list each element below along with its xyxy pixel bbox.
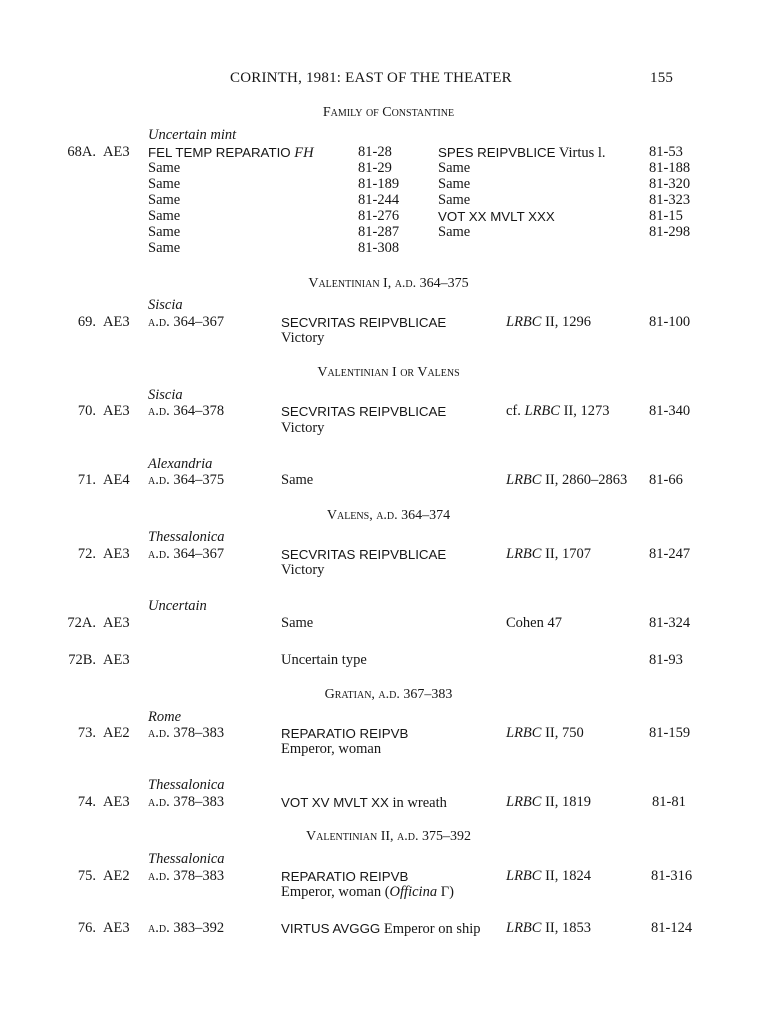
legend-text: REPARATIO REIPVB <box>281 869 409 884</box>
reference <box>506 546 591 563</box>
legend-italic: FH <box>294 145 314 161</box>
date: a.d. 364–378 <box>148 403 225 419</box>
date: a.d. 364–367 <box>148 314 225 330</box>
legend-text: SECVRITAS REIPVBLICAE <box>281 547 447 562</box>
denomination: AE3 <box>103 615 130 631</box>
legend-text: SECVRITAS REIPVBLICAE <box>281 315 447 330</box>
inventory-number: 81-28 <box>358 144 392 160</box>
reference-work: LRBC <box>506 725 542 741</box>
legend-text: REPARATIO REIPVB <box>281 726 409 741</box>
mint: Uncertain <box>148 598 207 614</box>
mint: Rome <box>148 709 182 725</box>
type: Uncertain type <box>281 652 367 668</box>
reference <box>506 868 591 885</box>
type: Same <box>148 240 181 256</box>
reference-number: II, 1273 <box>563 403 610 419</box>
reference-work: LRBC <box>506 920 542 936</box>
legend-text: FEL TEMP REPARATIO <box>148 145 291 160</box>
reference-work: LRBC <box>506 794 542 810</box>
section-heading: Family of Constantine <box>322 105 455 120</box>
reference-work: LRBC <box>506 314 542 330</box>
mint: Alexandria <box>148 456 213 472</box>
type-description: Victory <box>281 330 325 346</box>
mint: Siscia <box>148 297 183 313</box>
catalogue-number: 76. <box>77 920 96 936</box>
mint: Thessalonica <box>148 529 225 545</box>
type: Same <box>148 208 181 224</box>
catalogue-number: 75. <box>77 868 96 884</box>
reference-number: II, 1819 <box>545 794 591 810</box>
reference <box>506 314 591 331</box>
reference-work: LRBC <box>524 403 560 419</box>
inventory-number: 81-320 <box>649 176 691 192</box>
reference-number: II, 1296 <box>545 314 591 330</box>
reference-work: LRBC <box>506 868 542 884</box>
denomination: AE3 <box>103 794 130 810</box>
inventory-number: 81-247 <box>649 546 691 562</box>
mint: Thessalonica <box>148 777 225 793</box>
type: Same <box>281 615 314 631</box>
inventory-number: 81-308 <box>358 240 400 256</box>
inventory-number: 81-189 <box>358 176 400 192</box>
reference-number: II, 1824 <box>545 868 591 884</box>
inventory-number: 81-53 <box>649 144 683 160</box>
type: Same <box>148 160 181 176</box>
type: Same <box>438 176 471 192</box>
section-heading: Valens, a.d. 364–374 <box>326 508 451 523</box>
reference: Cohen 47 <box>506 615 562 631</box>
catalogue-number: 72. <box>77 546 96 562</box>
desc-post: Γ) <box>437 884 454 900</box>
denomination: AE3 <box>103 920 130 936</box>
inventory-number: 81-15 <box>649 208 683 224</box>
section-heading: Valentinian I, a.d. 364–375 <box>308 276 469 291</box>
type-description: in wreath <box>392 795 447 811</box>
type-description: Victory <box>281 562 325 578</box>
desc-pre: Emperor, woman ( <box>281 884 390 900</box>
running-title: CORINTH, 1981: EAST OF THE THEATER <box>230 70 512 86</box>
catalogue-number: 70. <box>77 403 96 419</box>
reference-number: II, 2860–2863 <box>545 472 628 488</box>
reference-number: II, 750 <box>545 725 584 741</box>
inventory-number: 81-66 <box>649 472 683 488</box>
denomination: AE3 <box>103 144 130 160</box>
reference-work: LRBC <box>506 546 542 562</box>
reference <box>506 403 610 420</box>
inventory-number: 81-340 <box>649 403 691 419</box>
inventory-number: 81-81 <box>652 794 686 810</box>
type: Same <box>148 192 181 208</box>
date: a.d. 383–392 <box>148 920 225 936</box>
type: Same <box>438 160 471 176</box>
section-heading: Gratian, a.d. 367–383 <box>324 687 453 702</box>
section-heading: Valentinian I or Valens <box>317 365 460 380</box>
type-description: Emperor on ship <box>383 921 481 937</box>
catalogue-number: 73. <box>77 725 96 741</box>
date: a.d. 378–383 <box>148 725 225 741</box>
type: Same <box>148 224 181 240</box>
denomination: AE3 <box>103 403 130 419</box>
legend <box>281 920 481 938</box>
catalogue-number: 69. <box>77 314 96 330</box>
legend-text: SECVRITAS REIPVBLICAE <box>281 404 447 419</box>
type: Same <box>281 472 314 488</box>
inventory-number: 81-324 <box>649 615 691 631</box>
inventory-number: 81-93 <box>649 652 683 668</box>
type-description: Victory <box>281 420 325 436</box>
denomination: AE3 <box>103 652 130 668</box>
legend-text: VIRTUS AVGGG <box>281 921 381 936</box>
denomination: AE3 <box>103 546 130 562</box>
reference-number: II, 1707 <box>545 546 591 562</box>
catalogue-number: 72A. <box>67 615 96 631</box>
mint: Thessalonica <box>148 851 225 867</box>
reference-work: LRBC <box>506 472 542 488</box>
inventory-number: 81-287 <box>358 224 400 240</box>
inventory-number: 81-323 <box>649 192 691 208</box>
desc-italic: Officina <box>389 884 438 900</box>
type: Same <box>148 176 181 192</box>
catalogue-number: 71. <box>77 472 96 488</box>
legend-text: VOT XX MVLT XXX <box>438 209 555 224</box>
reference <box>506 472 627 489</box>
reference <box>506 794 591 811</box>
date: a.d. 364–375 <box>148 472 225 488</box>
inventory-number: 81-124 <box>651 920 693 936</box>
mint: Uncertain mint <box>148 127 237 143</box>
inventory-number: 81-188 <box>649 160 691 176</box>
mint: Siscia <box>148 387 183 403</box>
denomination: AE2 <box>103 868 130 884</box>
type: Same <box>438 224 471 240</box>
inventory-number: 81-244 <box>358 192 400 208</box>
legend-text: SPES REIPVBLICE <box>438 145 556 160</box>
date: a.d. 378–383 <box>148 868 225 884</box>
date: a.d. 378–383 <box>148 794 225 810</box>
inventory-number: 81-159 <box>649 725 691 741</box>
type-description: Virtus l. <box>558 145 606 161</box>
reference <box>506 920 591 937</box>
catalogue-number: 74. <box>77 794 96 810</box>
date: a.d. 364–367 <box>148 546 225 562</box>
inventory-number: 81-316 <box>651 868 693 884</box>
inventory-number: 81-276 <box>358 208 400 224</box>
inventory-number: 81-100 <box>649 314 691 330</box>
inventory-number: 81-298 <box>649 224 691 240</box>
catalogue-number: 72B. <box>68 652 96 668</box>
denomination: AE2 <box>103 725 130 741</box>
reference-number: II, 1853 <box>545 920 591 936</box>
type: Same <box>438 192 471 208</box>
type-description <box>281 884 454 901</box>
denomination: AE4 <box>103 472 130 488</box>
legend-text: VOT XV MVLT XX <box>281 795 389 810</box>
reference-prefix: cf. <box>506 403 521 419</box>
catalogue-number: 68A. <box>67 144 96 160</box>
page-number: 155 <box>650 70 674 86</box>
reference <box>506 725 584 742</box>
section-heading: Valentinian II, a.d. 375–392 <box>306 829 471 844</box>
inventory-number: 81-29 <box>358 160 392 176</box>
legend <box>281 794 447 812</box>
denomination: AE3 <box>103 314 130 330</box>
type-description: Emperor, woman <box>281 741 382 757</box>
